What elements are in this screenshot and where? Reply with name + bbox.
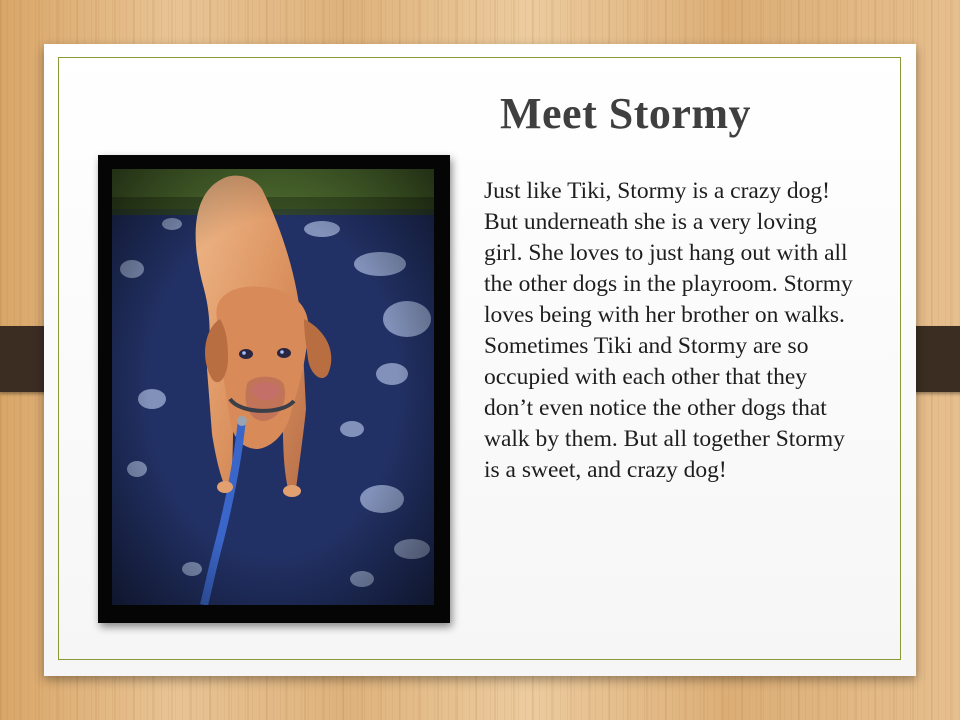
dog-photo (112, 169, 434, 605)
slide-body-text: Just like Tiki, Stormy is a crazy dog! But underneath she is a very loving girl. She loves to just hang out with all the other dogs in the playroom. Stormy loves being with her brother on walks. Sometimes Tiki and Stormy are so occupied with each other that they don’t even notice the other dogs that walk by them. But all together Stormy is a sweet, and crazy dog! (484, 178, 853, 483)
photo-frame (98, 155, 450, 623)
slide-card (44, 44, 916, 676)
slide-title: Meet Stormy (500, 89, 752, 138)
